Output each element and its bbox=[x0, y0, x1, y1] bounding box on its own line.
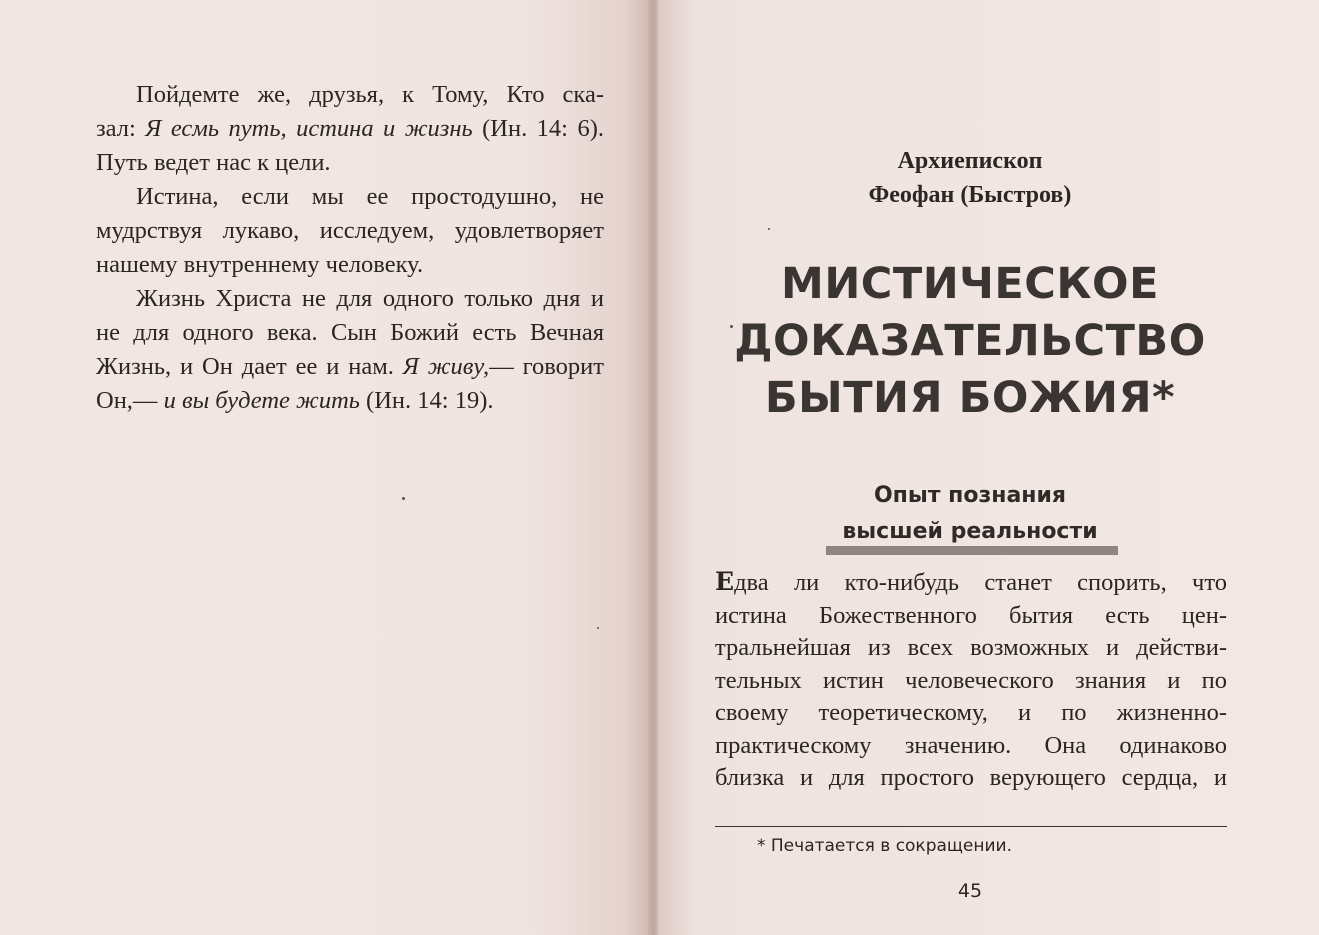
drop-letter: Е bbox=[715, 567, 735, 596]
article-subtitle bbox=[715, 478, 1225, 550]
author-name-line: Феофан (Быстров) bbox=[868, 182, 1072, 208]
article-title-line: БЫТИЯ БОЖИЯ* bbox=[764, 373, 1176, 423]
text-run: — говорит bbox=[489, 353, 604, 380]
subtitle-underline bbox=[826, 546, 1118, 555]
text-run: Жизнь, и Он дает ее и нам. bbox=[96, 353, 403, 380]
article-line: близка и для простого верующего сердца, и bbox=[715, 764, 1227, 791]
article-line: истина Божественного бытия есть цен- bbox=[715, 601, 1227, 629]
ink-speck bbox=[597, 627, 599, 629]
text-run: Жизнь Христа не для одного только дня и bbox=[136, 285, 604, 312]
article-title-line: ДОКАЗАТЕЛЬСТВО bbox=[734, 316, 1206, 366]
text-run: зал: bbox=[96, 115, 146, 142]
article-body bbox=[715, 566, 1227, 795]
text-run: Истина, если мы ее простодушно, не bbox=[136, 183, 604, 210]
article-subtitle-line: высшей реальности bbox=[842, 519, 1098, 544]
article-subtitle-line: Опыт познания bbox=[873, 483, 1067, 508]
left-page bbox=[0, 0, 652, 935]
article-line: тральнейшая из всех возможных и действи- bbox=[715, 634, 1227, 661]
left-paragraph bbox=[96, 78, 604, 180]
text-run: мудрствуя лукаво, исследуем, удовлетворяет bbox=[96, 217, 604, 244]
text-run: (Ин. 14: 19). bbox=[359, 387, 494, 414]
text-run: Путь ведет нас к цели. bbox=[96, 149, 331, 176]
article-title bbox=[715, 256, 1225, 427]
text-run: не для одного века. Сын Божий есть Вечная bbox=[96, 319, 604, 346]
right-page bbox=[658, 0, 1319, 935]
left-paragraph bbox=[96, 180, 604, 282]
italic-quote: Я есмь путь, истина и жизнь bbox=[145, 115, 473, 142]
article-line: тельных истин человеческого знания и по bbox=[715, 666, 1227, 694]
ink-speck bbox=[768, 228, 770, 230]
left-page-text bbox=[96, 78, 604, 418]
text-run: Он,— bbox=[96, 387, 164, 414]
italic-quote: и вы будете жить bbox=[163, 387, 360, 414]
footnote: * Печатается в сокращении. bbox=[757, 836, 1012, 856]
article-paragraph bbox=[715, 566, 1227, 795]
text-run: нашему внутреннему человеку. bbox=[96, 251, 424, 278]
article-line: два ли кто-нибудь станет спорить, что bbox=[734, 569, 1227, 596]
footnote-rule bbox=[715, 826, 1227, 827]
article-title-line: МИСТИЧЕСКОЕ bbox=[781, 259, 1159, 309]
ink-speck bbox=[402, 497, 405, 500]
text-run: Пойдемте же, друзья, к Тому, Кто ска- bbox=[136, 81, 604, 108]
italic-quote: Я живу, bbox=[402, 353, 490, 380]
author-name bbox=[715, 144, 1225, 212]
article-line: своему теоретическому, и по жизненно- bbox=[715, 699, 1227, 726]
text-run: (Ин. 14: 6). bbox=[472, 115, 604, 142]
author-title-line: Архиепископ bbox=[897, 148, 1043, 174]
page-number: 45 bbox=[957, 880, 983, 902]
left-paragraph bbox=[96, 282, 604, 418]
article-line: практическому значению. Она одинаково bbox=[715, 731, 1227, 759]
